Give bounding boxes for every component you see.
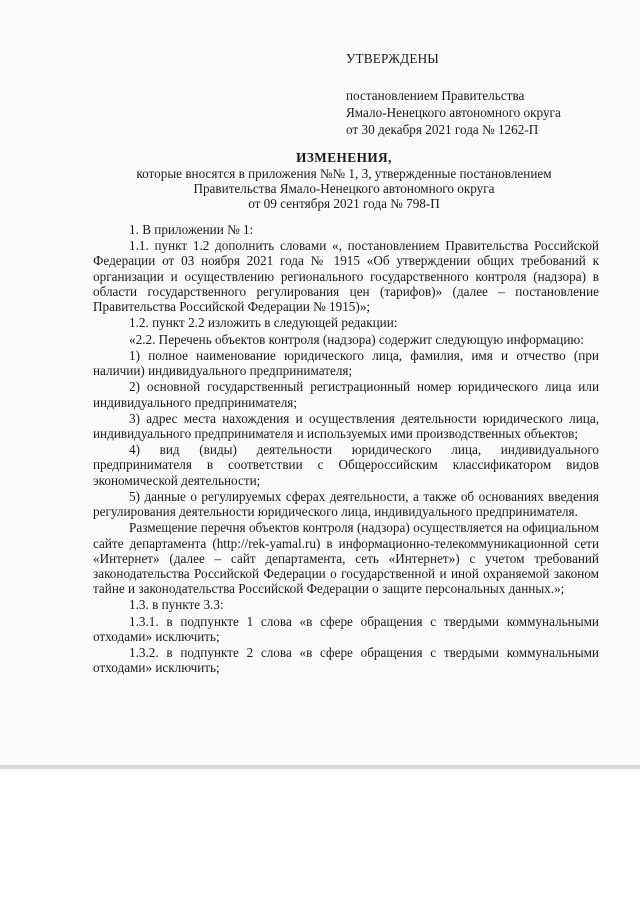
heading-line-2: Правительства Ямало-Ненецкого автономного округа: [193, 181, 495, 196]
page-edge: [0, 765, 640, 769]
list-item-2: 2) основной государственный регистрационный номер юридического лица или индивидуального предпринимателя;: [93, 379, 599, 410]
approval-line-1: постановлением Правительства: [346, 88, 525, 103]
approval-line-3: от 30 декабря 2021 года № 1262-П: [346, 122, 539, 137]
document-body: [93, 222, 599, 677]
paragraph-1: 1. В приложении № 1:: [129, 222, 254, 237]
list-item-1: 1) полное наименование юридического лица, фамилия, имя и отчество (при наличии) индивидуального предпринимателя;: [93, 347, 599, 379]
document-heading: [60, 150, 628, 211]
heading-line-3: от 09 сентября 2021 года № 798-П: [248, 196, 440, 211]
paragraph-1-1: 1.1. пункт 1.2 дополнить словами «, постановлением Правительства Российской Федерации от 03 ноября 2021 года № 1915 «Об утверждении общих требований к организации и осуществлению регионального государственного контроля (надзора) в области государственного регулирования цен (тарифов)» (далее – постановление Правительства Российской Федерации № 1915)»;: [93, 238, 599, 314]
paragraph-1-2: 1.2. пункт 2.2 изложить в следующей редакции:: [129, 315, 398, 331]
paragraph-1-3-2: 1.3.2. в подпункте 2 слова «в сфере обращения с твердыми коммунальными отходами» исключить;: [93, 645, 599, 676]
placement-paragraph: Размещение перечня объектов контроля (надзора) осуществляется на официальном сайте департамента (http://rek-yamal.ru) в информационно-телекоммуникационной сети «Интернет» (далее – сайт департамента, сеть «Интернет») с учетом требований законодательства Российской Федерации о государственной и иной охраняемой законом тайне и законодательства Российской Федерации о защите персональных данных.»;: [93, 520, 599, 596]
paragraph-1-3: 1.3. в пункте 3.3:: [129, 597, 224, 613]
list-item-3: 3) адрес места нахождения и осуществления деятельности юридического лица, индивидуального предпринимателя и используемых ими производственных объектов;: [93, 410, 599, 441]
approval-title: УТВЕРЖДЕНЫ: [346, 51, 440, 66]
list-item-4: 4) вид (виды) деятельности юридического лица, индивидуального предпринимателя в соответствии с Общероссийским классификатором видов экономической деятельности;: [93, 442, 599, 488]
approval-line-2: Ямало-Ненецкого автономного округа: [346, 105, 561, 120]
approval-block: [346, 50, 561, 138]
list-item-5: 5) данные о регулируемых сферах деятельности, а также об основаниях введения регулирования деятельности юридического лица, индивидуального предпринимателя.: [93, 488, 599, 520]
paragraph-2-2: «2.2. Перечень объектов контроля (надзора) содержит следующую информацию:: [129, 331, 584, 347]
heading-title: ИЗМЕНЕНИЯ,: [296, 150, 392, 165]
paragraph-1-3-1: 1.3.1. в подпункте 1 слова «в сфере обращения с твердыми коммунальными отходами» исключить;: [93, 613, 599, 644]
heading-line-1: которые вносятся в приложения №№ 1, 3, утвержденные постановлением: [136, 166, 552, 181]
